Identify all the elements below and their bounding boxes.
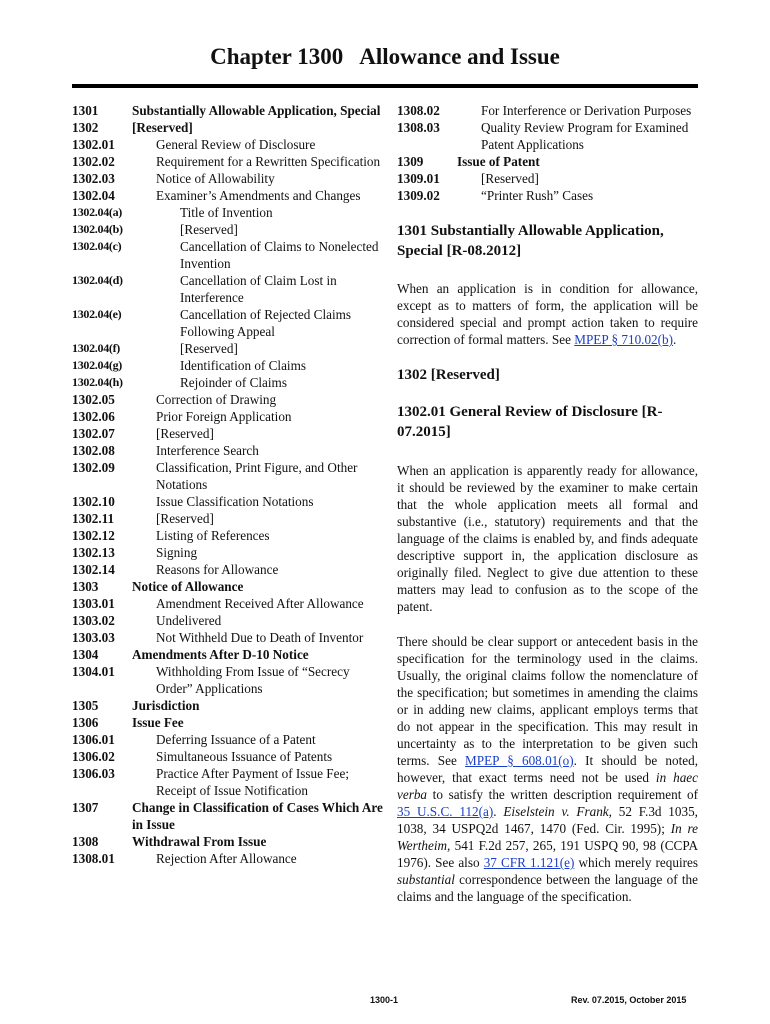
- toc-entry[interactable]: [397, 187, 698, 204]
- 37-cfr-1-121e-link[interactable]: 37 CFR 1.121(e): [483, 855, 575, 870]
- section-1302-01-paragraph-2: There should be clear support or antecedent basis in the specification for the terminology used in the claims. Usually, the original claims follow the nomenclature of the specification; but sometimes in amending the claims or in adding new claims, applicant employs terms that do not appear in the specification. This may result in uncertainty as to the interpretation to be given such terms. See MPEP § 608.01(o). It should be noted, however, that exact terms need not be used in haec verba to satisfy the written description requirement of 35 U.S.C. 112(a). Eiselstein v. Frank, 52 F.3d 1035, 1038, 34 USPQ2d 1467, 1470 (Fed. Cir. 1995); In re Wertheim, 541 F.2d 257, 265, 191 USPQ 90, 98 (CCPA 1976). See also 37 CFR 1.121(e) which merely requires substantial correspondence between the language of the claims and the language of the specification.: [397, 634, 699, 904]
- toc-entry-title: Amendments After D-10 Notice: [132, 647, 309, 662]
- toc-entry-title: Requirement for a Rewritten Specification: [156, 154, 381, 169]
- toc-entry[interactable]: [72, 170, 384, 187]
- toc-entry-number: 1302.08: [72, 443, 115, 458]
- mpep-710-02b-link[interactable]: MPEP § 710.02(b): [574, 332, 674, 347]
- toc-entry[interactable]: [72, 731, 384, 748]
- toc-entry-number: 1309.02: [397, 188, 440, 203]
- toc-entry-number: 1309: [397, 154, 424, 169]
- toc-entry-title: General Review of Disclosure: [156, 137, 316, 152]
- section-1301-paragraph: When an application is in condition for allowance, except as to matters of form, the application will be considered special and prompt action taken to require correction of formal matters. See MPEP § 710.02(b).: [397, 281, 698, 347]
- toc-entry-number: 1302.05: [72, 392, 115, 407]
- toc-entry-title: Quality Review Program for Examined Patent Applications: [481, 120, 689, 152]
- toc-entry-title: Rejection After Allowance: [156, 851, 297, 866]
- toc-entry-number: 1302.04(f): [72, 341, 120, 355]
- toc-entry-title: Jurisdiction: [132, 698, 200, 713]
- toc-entry-title: [Reserved]: [132, 120, 193, 135]
- toc-entry-title: Deferring Issuance of a Patent: [156, 732, 316, 747]
- toc-entry[interactable]: [72, 459, 384, 493]
- toc-entry[interactable]: [72, 238, 384, 272]
- toc-entry-title: Title of Invention: [180, 205, 273, 220]
- toc-entry-number: 1308: [72, 834, 99, 849]
- toc-entry-title: Withholding From Issue of “Secrecy Order” Applications: [156, 664, 350, 696]
- toc-entry-number: 1305: [72, 698, 99, 713]
- toc-entry-title: Issue Fee: [132, 715, 184, 730]
- toc-entry-number: 1302.12: [72, 528, 115, 543]
- toc-entry[interactable]: [72, 527, 384, 544]
- toc-entry[interactable]: [397, 153, 698, 170]
- toc-entry-title: Withdrawal From Issue: [132, 834, 267, 849]
- toc-entry[interactable]: [72, 833, 384, 850]
- toc-entry[interactable]: [72, 272, 384, 306]
- toc-entry-title: Examiner’s Amendments and Changes: [156, 188, 361, 203]
- toc-entry-title: Reasons for Allowance: [156, 562, 279, 577]
- toc-entry[interactable]: [397, 170, 698, 187]
- toc-entry-number: 1303.01: [72, 596, 115, 611]
- toc-entry-number: 1302.04: [72, 188, 115, 203]
- toc-entry[interactable]: [72, 391, 384, 408]
- toc-entry[interactable]: [397, 102, 698, 119]
- section-1302-01-paragraph-1: When an application is apparently ready for allowance, it should be reviewed by the examiner to make certain that the whole application meets all formal and substantive (i.e., statutory) requirements and that the language of the claims is enabled by, and finds adequate descriptive support in, the application disclosure as originally filed. Neglect to give due attention to these matters may lead to confusion as to the scope of the patent.: [397, 463, 698, 614]
- toc-entry[interactable]: [72, 102, 384, 119]
- toc-entry-title: Substantially Allowable Application, Special: [132, 103, 381, 118]
- toc-entry[interactable]: [72, 578, 384, 595]
- toc-entry[interactable]: [72, 510, 384, 527]
- toc-entry-title: [Reserved]: [156, 426, 214, 441]
- toc-entry-number: 1302.07: [72, 426, 115, 441]
- toc-entry-number: 1302.11: [72, 511, 115, 526]
- toc-entry-title: Cancellation of Rejected Claims Following Appeal: [180, 307, 352, 339]
- toc-entry-title: [Reserved]: [180, 222, 238, 237]
- toc-entry-number: 1306.01: [72, 732, 115, 747]
- toc-entry[interactable]: [72, 425, 384, 442]
- toc-entry-number: 1303: [72, 579, 99, 594]
- toc-entry-number: 1304: [72, 647, 99, 662]
- toc-entry[interactable]: [72, 306, 384, 340]
- toc-entry[interactable]: [72, 544, 384, 561]
- toc-entry-number: 1302.13: [72, 545, 115, 560]
- toc-entry-title: Undelivered: [156, 613, 222, 628]
- toc-entry-title: Rejoinder of Claims: [180, 375, 287, 390]
- toc-entry-number: 1302.04(g): [72, 358, 122, 372]
- section-heading-1301: 1301 Substantially Allowable Application, Special [R-08.2012]: [397, 223, 664, 259]
- toc-entry-number: 1302.10: [72, 494, 115, 509]
- toc-entry-number: 1307: [72, 800, 99, 815]
- toc-entry-number: 1302: [72, 120, 99, 135]
- toc-entry[interactable]: [72, 340, 384, 357]
- toc-entry-title: Identification of Claims: [180, 358, 306, 373]
- toc-entry[interactable]: [72, 221, 384, 238]
- toc-entry-number: 1302.04(b): [72, 222, 123, 236]
- toc-entry-number: 1306.02: [72, 749, 115, 764]
- toc-entry-title: Listing of References: [156, 528, 270, 543]
- toc-entry-number: 1302.09: [72, 460, 115, 475]
- toc-entry-number: 1302.04(e): [72, 307, 122, 321]
- revision-label: Rev. 07.2015, October 2015: [571, 995, 687, 1005]
- toc-entry-number: 1302.04(a): [72, 205, 122, 219]
- toc-entry-number: 1302.04(c): [72, 239, 122, 253]
- toc-entry-number: 1306: [72, 715, 99, 730]
- toc-entry-number: 1308.01: [72, 851, 115, 866]
- toc-entry-title: Notice of Allowance: [132, 579, 244, 594]
- toc-entry-number: 1303.03: [72, 630, 115, 645]
- toc-entry[interactable]: [72, 748, 384, 765]
- toc-entry[interactable]: [72, 136, 384, 153]
- right-column: [397, 102, 698, 905]
- table-of-contents: [72, 102, 384, 867]
- toc-entry[interactable]: [72, 799, 384, 833]
- toc-entry[interactable]: [72, 357, 384, 374]
- toc-entry-number: 1302.14: [72, 562, 115, 577]
- title-rule: [72, 84, 698, 88]
- toc-entry-title: Issue Classification Notations: [156, 494, 314, 509]
- toc-entry-title: Signing: [156, 545, 198, 560]
- toc-entry[interactable]: [72, 663, 384, 697]
- toc-entry[interactable]: [72, 714, 384, 731]
- toc-entry-title: [Reserved]: [481, 171, 539, 186]
- toc-entry[interactable]: [397, 119, 698, 153]
- toc-entry-number: 1302.06: [72, 409, 115, 424]
- toc-entry-title: Not Withheld Due to Death of Inventor: [156, 630, 364, 645]
- toc-entry-title: Practice After Payment of Issue Fee; Receipt of Issue Notification: [156, 766, 349, 798]
- toc-entry-title: Prior Foreign Application: [156, 409, 292, 424]
- toc-entry-number: 1308.03: [397, 120, 440, 135]
- toc-entry[interactable]: [72, 153, 384, 170]
- toc-entry[interactable]: [72, 612, 384, 629]
- page-number: 1300-1: [370, 995, 399, 1005]
- mpep-608-01o-link[interactable]: MPEP § 608.01(o): [465, 753, 574, 768]
- toc-entry-number: 1304.01: [72, 664, 115, 679]
- toc-entry-title: Change in Classification of Cases Which Are in Issue: [132, 800, 383, 832]
- toc-entry-title: [Reserved]: [156, 511, 214, 526]
- toc-entry[interactable]: [72, 493, 384, 510]
- toc-entry[interactable]: [72, 850, 384, 867]
- toc-entry-title: Simultaneous Issuance of Patents: [156, 749, 333, 764]
- toc-entry-title: Correction of Drawing: [156, 392, 277, 407]
- 35-usc-112a-link[interactable]: 35 U.S.C. 112(a): [397, 804, 494, 819]
- toc-entry-title: Amendment Received After Allowance: [156, 596, 364, 611]
- toc-entry-title: “Printer Rush” Cases: [481, 188, 594, 203]
- toc-entry[interactable]: [72, 408, 384, 425]
- toc-entry-number: 1303.02: [72, 613, 115, 628]
- toc-entry[interactable]: [72, 204, 384, 221]
- toc-entry[interactable]: [72, 595, 384, 612]
- toc-entry[interactable]: [72, 119, 384, 136]
- toc-entry-title: Classification, Print Figure, and Other Notations: [156, 460, 358, 492]
- table-of-contents-continued: [397, 102, 698, 204]
- toc-entry[interactable]: [72, 442, 384, 459]
- toc-entry[interactable]: [72, 646, 384, 663]
- toc-entry-number: 1302.04(d): [72, 273, 123, 287]
- toc-entry[interactable]: [72, 697, 384, 714]
- section-heading-1302: 1302 [Reserved]: [397, 367, 500, 383]
- toc-entry-number: 1308.02: [397, 103, 440, 118]
- toc-entry[interactable]: [72, 187, 384, 204]
- toc-entry-title: Notice of Allowability: [156, 171, 275, 186]
- toc-entry[interactable]: [72, 561, 384, 578]
- toc-entry-number: 1302.04(h): [72, 375, 123, 389]
- toc-entry-title: [Reserved]: [180, 341, 238, 356]
- toc-entry-title: Cancellation of Claim Lost in Interference: [180, 273, 337, 305]
- toc-entry-number: 1302.02: [72, 154, 115, 169]
- toc-entry-number: 1309.01: [397, 171, 440, 186]
- toc-entry[interactable]: [72, 374, 384, 391]
- toc-entry-title: Cancellation of Claims to Nonelected Invention: [180, 239, 379, 271]
- toc-entry-title: Issue of Patent: [457, 154, 540, 169]
- toc-entry-number: 1301: [72, 103, 99, 118]
- toc-entry[interactable]: [72, 765, 384, 799]
- toc-entry-title: For Interference or Derivation Purposes: [481, 103, 692, 118]
- toc-entry-number: 1302.01: [72, 137, 115, 152]
- section-heading-1302-01: 1302.01 General Review of Disclosure [R-07.2015]: [397, 404, 663, 440]
- toc-entry-number: 1306.03: [72, 766, 115, 781]
- toc-entry-number: 1302.03: [72, 171, 115, 186]
- toc-entry-title: Interference Search: [156, 443, 259, 458]
- page-title: Chapter 1300 Allowance and Issue: [210, 44, 560, 69]
- toc-entry[interactable]: [72, 629, 384, 646]
